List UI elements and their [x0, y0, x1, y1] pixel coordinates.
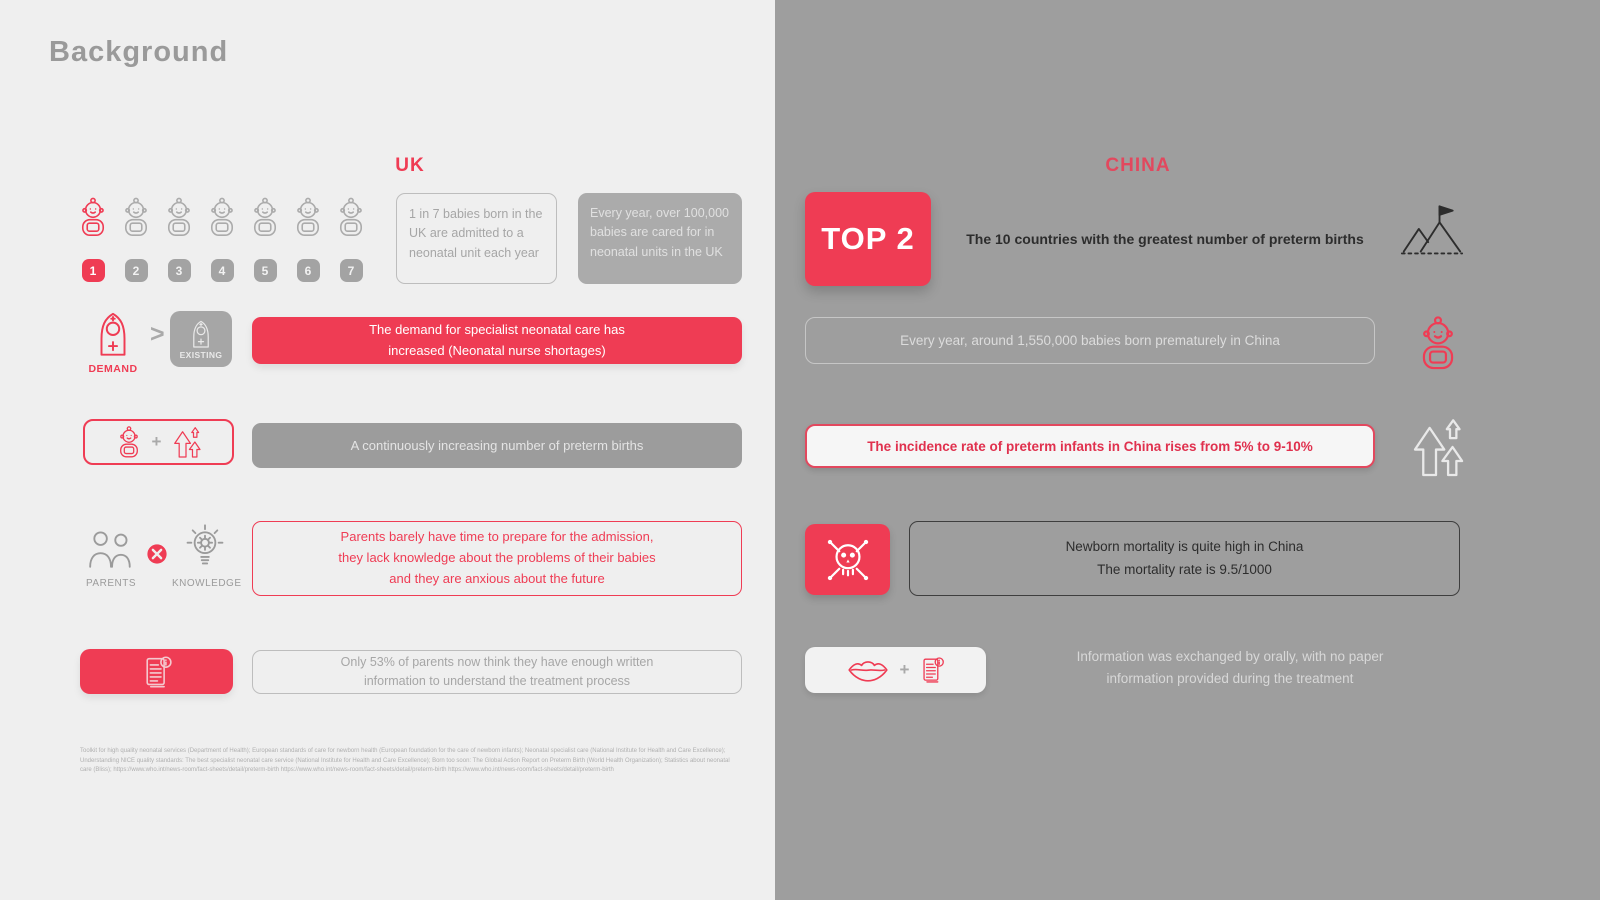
baby-icon — [116, 425, 142, 459]
banner-line: they lack knowledge about the problems of their babies — [338, 550, 656, 566]
baby-icon — [291, 194, 325, 240]
source-citation: Toolkit for high quality neonatal services (Department of Health); European standards of care for newborn health (European foundation for the care of newborn infants); Neonatal specialist care (National Institute for Health and Care Excellence); Understanding NICE quality standards: The best specialist neonatal care service (National Institute for Health and Care Excellence); Born too soon: The Global Action Report on Preterm Birth (World Health Organization); Statistics about neonatal care (Bliss); https://www.who.int/news-room/fact-sheets/detail/preterm-birth https://www.who.int/news-room/fact-sheets/detail/preterm-birth https://www.who.int/news-room/fact-sheets/detail/preterm-birth — [80, 748, 730, 774]
oral-info-icon-box — [805, 647, 986, 693]
baby-icon — [248, 194, 282, 240]
banner-line: Parents barely have time to prepare for the admission, — [340, 529, 654, 545]
knowledge-label: KNOWLEDGE — [172, 578, 242, 589]
existing-block — [170, 311, 232, 367]
number-badge: 3 — [168, 259, 191, 282]
knowledge-bulb-icon — [181, 522, 229, 570]
uk-written-info-box — [252, 650, 742, 694]
box-line: information to understand the treatment process — [363, 674, 631, 688]
demand-label: DEMAND — [88, 363, 138, 375]
number-badge: 7 — [340, 259, 363, 282]
preterm-increase-icon-box — [83, 419, 234, 465]
banner-line: increased (Neonatal nurse shortages) — [388, 342, 606, 358]
banner-line: and they are anxious about the future — [389, 570, 605, 586]
number-badge: 4 — [211, 259, 234, 282]
existing-label: EXISTING — [179, 349, 223, 360]
document-info-block — [80, 649, 233, 694]
up-arrows-icon — [1408, 416, 1464, 478]
china-headline: The 10 countries with the greatest number of preterm births — [966, 231, 1364, 247]
number-badge-row — [76, 259, 368, 282]
greater-than-symbol: > — [150, 320, 165, 348]
page-title: Background — [49, 36, 229, 68]
number-badge: 5 — [254, 259, 277, 282]
number-badge: 2 — [125, 259, 148, 282]
top-2-badge: TOP 2 — [805, 192, 931, 286]
number-badge: 6 — [297, 259, 320, 282]
baby-icon — [119, 194, 153, 240]
mountain-flag-icon — [1400, 198, 1464, 258]
uk-section-label: UK — [395, 155, 425, 176]
knowledge-block — [172, 522, 242, 589]
skull-crossbones-icon — [824, 536, 872, 584]
no-cross-icon — [146, 543, 168, 565]
baby-icon — [205, 194, 239, 240]
plus-symbol: + — [899, 660, 910, 679]
number-badge: 1 — [82, 259, 105, 282]
baby-icon — [162, 194, 196, 240]
baby-icon — [76, 194, 110, 240]
parents-label: PARENTS — [86, 578, 136, 589]
banner-line: The demand for specialist neonatal care has — [369, 322, 625, 338]
box-line: Newborn mortality is quite high in China — [1065, 538, 1304, 554]
uk-fact-box-1: 1 in 7 babies born in the UK are admitted to a neonatal unit each year — [396, 193, 557, 284]
info-line: information provided during the treatment — [1106, 671, 1354, 687]
lips-icon — [846, 657, 890, 683]
parents-icon — [86, 526, 136, 570]
uk-demand-banner — [252, 317, 742, 364]
plus-symbol: + — [151, 432, 162, 451]
nurse-icon — [92, 311, 134, 357]
document-info-icon — [919, 655, 945, 685]
baby-icon — [334, 194, 368, 240]
baby-icon — [1416, 314, 1460, 372]
document-info-icon — [141, 654, 173, 690]
info-line: Information was exchanged by orally, with no paper — [1076, 649, 1384, 664]
uk-parents-banner — [252, 521, 742, 596]
box-line: The mortality rate is 9.5/1000 — [1097, 561, 1272, 577]
china-premature-box: Every year, around 1,550,000 babies born prematurely in China — [805, 317, 1375, 364]
parents-block — [80, 526, 142, 589]
up-arrows-icon — [171, 425, 201, 459]
china-incidence-box: The incidence rate of preterm infants in China rises from 5% to 9-10% — [805, 424, 1375, 468]
china-section-label: CHINA — [1105, 155, 1171, 176]
demand-block — [82, 311, 144, 375]
baby-icon-row — [76, 194, 368, 240]
uk-preterm-banner: A continuously increasing number of preterm births — [252, 423, 742, 468]
uk-fact-box-2: Every year, over 100,000 babies are cared for in neonatal units in the UK — [578, 193, 742, 284]
mortality-skull-block — [805, 524, 890, 595]
china-oral-info-text — [1005, 646, 1455, 691]
china-mortality-box — [909, 521, 1460, 596]
box-line: Only 53% of parents now think they have enough written — [340, 654, 654, 669]
nurse-icon — [188, 319, 214, 349]
